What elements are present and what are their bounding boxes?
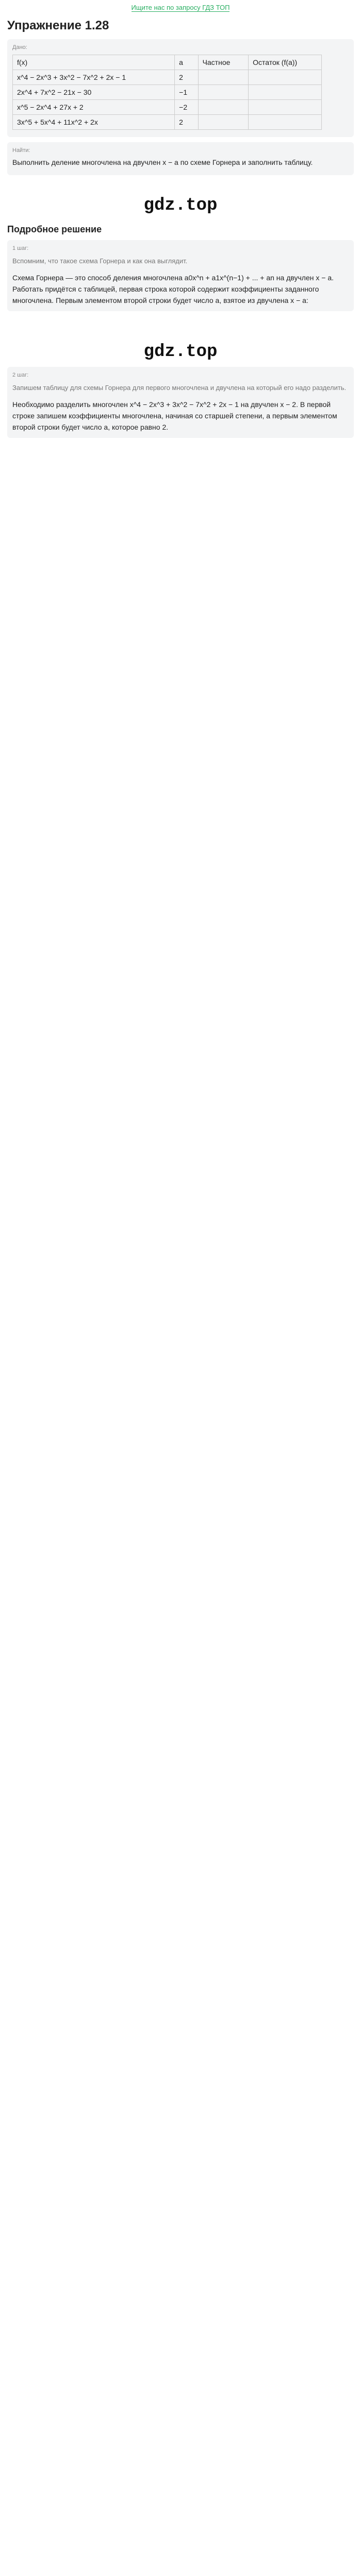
find-text: Выполнить деление многочлена на двучлен x − a по схеме Горнера и заполнить таблицу. xyxy=(12,158,313,166)
watermark: gdz.top xyxy=(143,196,218,215)
cell-a: −1 xyxy=(175,85,198,100)
header-cell: Частное xyxy=(198,55,249,70)
header-cell: a xyxy=(175,55,198,70)
watermark: gdz.top xyxy=(143,342,218,362)
table-row xyxy=(13,100,322,115)
cell-fx: 3x^5 + 5x^4 + 11x^2 + 2x xyxy=(13,115,175,130)
table-row xyxy=(13,70,322,85)
header-cell: f(x) xyxy=(13,55,175,70)
cell-a: 2 xyxy=(175,115,198,130)
given-box xyxy=(7,39,354,137)
solution-heading: Подробное решение xyxy=(7,224,102,234)
given-table xyxy=(12,55,322,130)
find-label: Найти: xyxy=(12,147,30,154)
step-label: 1 шаг: xyxy=(12,245,29,251)
given-label: Дано: xyxy=(12,44,27,50)
step-note: Вспомним, что такое схема Горнера и как она выглядит. xyxy=(12,257,188,265)
cell-fx: x^4 − 2x^3 + 3x^2 − 7x^2 + 2x − 1 xyxy=(13,70,175,85)
find-box xyxy=(7,142,354,175)
cell-a: 2 xyxy=(175,70,198,85)
cell-fx: 2x^4 + 7x^2 − 21x − 30 xyxy=(13,85,175,100)
step-label: 2 шаг: xyxy=(12,372,29,378)
step-note: Запишем таблицу для схемы Горнера для первого многочлена и двучлена на который его надо разделить. xyxy=(12,384,347,392)
header-cell: Остаток (f(a)) xyxy=(249,55,322,70)
step-2 xyxy=(7,367,354,438)
step-text: Необходимо разделить многочлен x^4 − 2x^3 + 3x^2 − 7x^2 + 2x − 1 на двучлен x − 2. В первой строке запишем коэффициенты многочлена, начиная со старшей степени, а первым элементом второй строки будет число a, которое равно 2. xyxy=(12,400,337,431)
table-row xyxy=(13,85,322,100)
page-title: Упражнение 1.28 xyxy=(7,19,109,32)
cell-a: −2 xyxy=(175,100,198,115)
step-text: Схема Горнера — это способ деления многочлена a0x^n + a1x^(n−1) + ... + an на двучлен x − a. Работать придётся с таблицей, первая строка которой содержит коэффициенты заданного многочлена. Первым элементом второй строки будет число a, взятое из двучлена x − a: xyxy=(12,274,334,304)
cell-fx: x^5 − 2x^4 + 27x + 2 xyxy=(13,100,175,115)
table-row xyxy=(13,115,322,130)
top-link[interactable]: Ищите нас по запросу ГДЗ ТОП xyxy=(131,4,230,11)
step-1 xyxy=(7,240,354,311)
content-spacer xyxy=(0,438,361,2447)
